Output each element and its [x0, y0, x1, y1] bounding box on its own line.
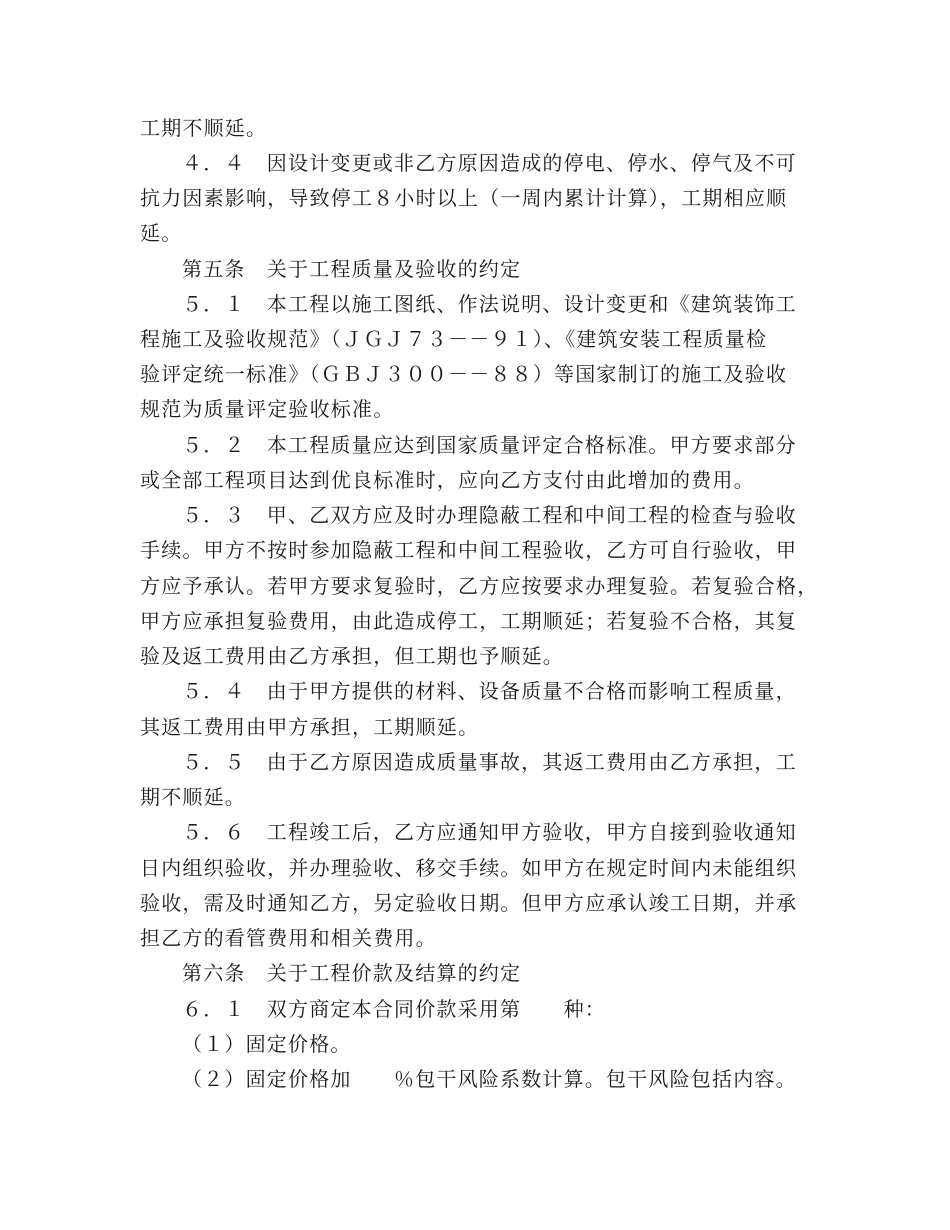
text-line: 日内组织验收，并办理验收、移交手续。如甲方在规定时间内未能组织	[140, 856, 798, 880]
clause-5-5-line: ５．５ 由于乙方原因造成质量事故，其返工费用由乙方承担，工	[182, 750, 797, 774]
clause-4-4-line: ４．４ 因设计变更或非乙方原因造成的停电、停水、停气及不可	[182, 151, 797, 175]
option-1-line: （１）固定价格。	[182, 1032, 352, 1056]
text-line: 规范为质量评定验收标准。	[140, 397, 395, 421]
text-line: 或全部工程项目达到优良标准时，应向乙方支付由此增加的费用。	[140, 468, 755, 492]
text-line: 甲方应承担复验费用，由此造成停工，工期顺延；若复验不合格，其复	[140, 609, 798, 633]
text-line: 抗力因素影响，导致停工８小时以上（一周内累计计算），工期相应顺	[140, 186, 788, 210]
clause-5-4-line: ５．４ 由于甲方提供的材料、设备质量不合格而影响工程质量，	[182, 679, 797, 703]
clause-5-2-line: ５．２ 本工程质量应达到国家质量评定合格标准。甲方要求部分	[182, 433, 797, 457]
text-line: 工期不顺延。	[140, 116, 268, 140]
clause-6-1-line: ６．１ 双方商定本合同价款采用第 种：	[182, 997, 606, 1021]
text-line: 程施工及验收规范》（ＪＧＪ７３－－９１）、《建筑安装工程质量检	[140, 327, 768, 351]
text-line: 其返工费用由甲方承担，工期顺延。	[140, 715, 480, 739]
text-line: 方应予承认。若甲方要求复验时，乙方应按要求办理复验。若复验合格，	[140, 574, 819, 598]
text-line: 担乙方的看管费用和相关费用。	[140, 926, 437, 950]
text-line: 延。	[140, 221, 183, 245]
clause-5-6-line: ５．６ 工程竣工后，乙方应通知甲方验收，甲方自接到验收通知	[182, 820, 797, 844]
article-6-heading: 第六条 关于工程价款及结算的约定	[182, 961, 522, 985]
text-line: 期不顺延。	[140, 785, 246, 809]
clause-5-3-line: ５．３ 甲、乙双方应及时办理隐蔽工程和中间工程的检查与验收	[182, 503, 797, 527]
text-line: 验及返工费用由乙方承担，但工期也予顺延。	[140, 644, 564, 668]
clause-5-1-line: ５．１ 本工程以施工图纸、作法说明、设计变更和《建筑装饰工	[182, 292, 797, 316]
text-line: 验收，需及时通知乙方，另定验收日期。但甲方应承认竣工日期，并承	[140, 891, 798, 915]
article-5-heading: 第五条 关于工程质量及验收的约定	[182, 257, 522, 281]
text-line: 验评定统一标准》（ＧＢＪ３００－－８８）等国家制订的施工及验收	[140, 362, 788, 386]
text-line: 手续。甲方不按时参加隐蔽工程和中间工程验收，乙方可自行验收，甲	[140, 538, 798, 562]
option-2-line: （２）固定价格加 ％包干风险系数计算。包干风险包括内容。	[182, 1067, 797, 1091]
